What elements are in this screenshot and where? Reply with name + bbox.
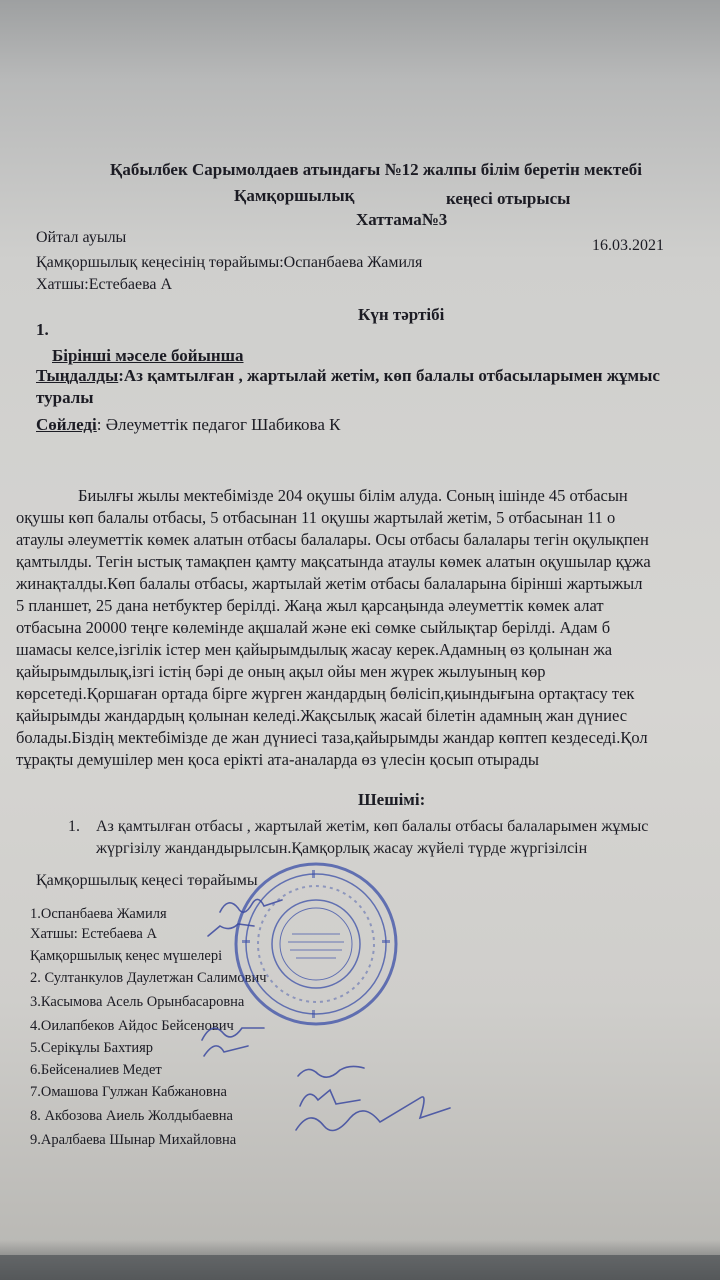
signature-member-7 — [298, 1066, 364, 1077]
meeting-date: 16.03.2021 — [592, 237, 664, 254]
decision-line-2: жүргізілу жандандырылсын.Қамқорлық жасау жүйелі түрде жүргізілсін — [96, 840, 588, 857]
council-title-left: Қамқоршылық — [234, 186, 355, 205]
decision-title: Шешімі: — [358, 790, 426, 809]
signature-line: 4.Оилапбеков Айдос Бейсенович — [30, 1018, 234, 1034]
body-line: оқушы көп балалы отбасы, 5 отбасынан 11 оқушы жартылай жетім, 5 отбасынан 11 о — [16, 508, 616, 527]
body-line: қайырымды жандардың қолынан келеді.Жақсылық жасай білетін адамның жан дүниес — [16, 706, 628, 725]
agenda-number: 1. — [36, 320, 49, 339]
decision-number: 1. — [68, 818, 80, 835]
chair-line: Қамқоршылық кеңесінің төрайымы:Оспанбаева Жамиля — [36, 254, 423, 271]
body-line: шамасы келсе,ізгілік істер мен қайырымдылық жасау керек.Адамның өз қолынан жа — [16, 640, 613, 659]
body-line: Биылғы жылы мектебімізде 204 оқушы білім алуда. Соның ішінде 45 отбасын — [78, 486, 628, 505]
signature-member-6 — [204, 1046, 248, 1056]
signature-member-9 — [296, 1097, 450, 1131]
signature-line: 2. Султанкулов Даулетжан Салимович — [30, 970, 267, 986]
spoke-line — [36, 415, 340, 435]
signature-line: Хатшы: Естебаева А — [30, 926, 157, 942]
signature-line: Қамқоршылық кеңес мүшелері — [30, 948, 223, 964]
heard-text: :Аз қамтылған , жартылай жетім, көп балалы отбасыларымен жұмыс — [118, 366, 660, 385]
signature-chair — [220, 899, 282, 912]
body-line: 5 планшет, 25 дана нетбуктер берілді. Жаңа жыл қарсаңында әлеуметтік көмек алат — [16, 596, 604, 615]
signature-secretary — [208, 924, 254, 936]
village: Ойтал ауылы — [36, 229, 127, 246]
signature-member-5 — [202, 1028, 264, 1040]
body-line: отбасына 20000 теңге көлемінде ақшалай және екі сөмке сыйлықтар берілді. Адам б — [16, 618, 611, 637]
signature-member-8 — [300, 1090, 360, 1106]
signature-line: 7.Омашова Гулжан Кабжановна — [30, 1084, 227, 1100]
signature-line: 3.Касымова Асель Орынбасаровна — [30, 994, 245, 1010]
signature-line: 6.Бейсеналиев Медет — [30, 1062, 162, 1078]
signature-line: 8. Акбозова Аиель Жолдыбаевна — [30, 1108, 233, 1124]
agenda-title: Күн тәртібі — [358, 305, 445, 324]
decision-line-1: Аз қамтылған отбасы , жартылай жетім, көп балалы отбасы балаларымен жұмыс — [96, 818, 649, 835]
body-line: қамтылды. Тегін ыстық тамақпен қамту мақсатында атаулы көмек алатын оқушылар құжа — [16, 552, 651, 571]
secretary-line: Хатшы:Естебаева А — [36, 276, 173, 293]
handwritten-signatures — [200, 880, 520, 1170]
school-title: Қабылбек Сарымолдаев атындағы №12 жалпы білім беретін мектебі — [110, 160, 643, 179]
body-line: көрсетеді.Қоршаған ортада бірге жүрген жандардың бөлісіп,қиындығына ортақтасу тек — [16, 684, 635, 703]
signature-line: 5.Серікұлы Бахтияр — [30, 1040, 154, 1056]
spoke-label: Сөйледі — [36, 415, 97, 434]
body-line: тұрақты демушілер мен қоса ерікті ата-аналарда өз үлесін қосып отырады — [16, 750, 539, 769]
spoke-text: : Әлеуметтік педагог Шабикова К — [96, 415, 341, 434]
body-line: жинақталды.Көп балалы отбасы, жартылай жетім отбасы балаларына бірінші жартыжыл — [16, 574, 643, 593]
body-line: болады.Біздің мектебімізде де жан дүниесі таза,қайырымды жандар көптеп кездеседі.Қол — [16, 728, 648, 747]
body-line: қайырымдылық,ізгі істің бәрі де оның ақыл ойы мен жүрек жылуының көр — [16, 662, 546, 681]
council-title-right: кеңесі отырысы — [446, 189, 571, 208]
signature-line: 9.Аралбаева Шынар Михайловна — [30, 1132, 237, 1148]
first-issue-heading: Бірінші мәселе бойынша — [52, 346, 244, 365]
page-shadow — [0, 1240, 720, 1280]
heard-label: Тыңдалды — [36, 366, 119, 385]
heard-text-continued: туралы — [36, 388, 94, 407]
body-line: атаулы әлеуметтік көмек алатын отбасы балалары. Осы отбасы балалары тегін оқулықпен — [16, 530, 649, 549]
protocol-number: Хаттама№3 — [356, 210, 448, 229]
heard-line — [36, 366, 660, 386]
signature-line: 1.Оспанбаева Жамиля — [30, 906, 167, 922]
chair-signature-title: Қамқоршылық кеңесі төрайымы — [36, 872, 258, 889]
